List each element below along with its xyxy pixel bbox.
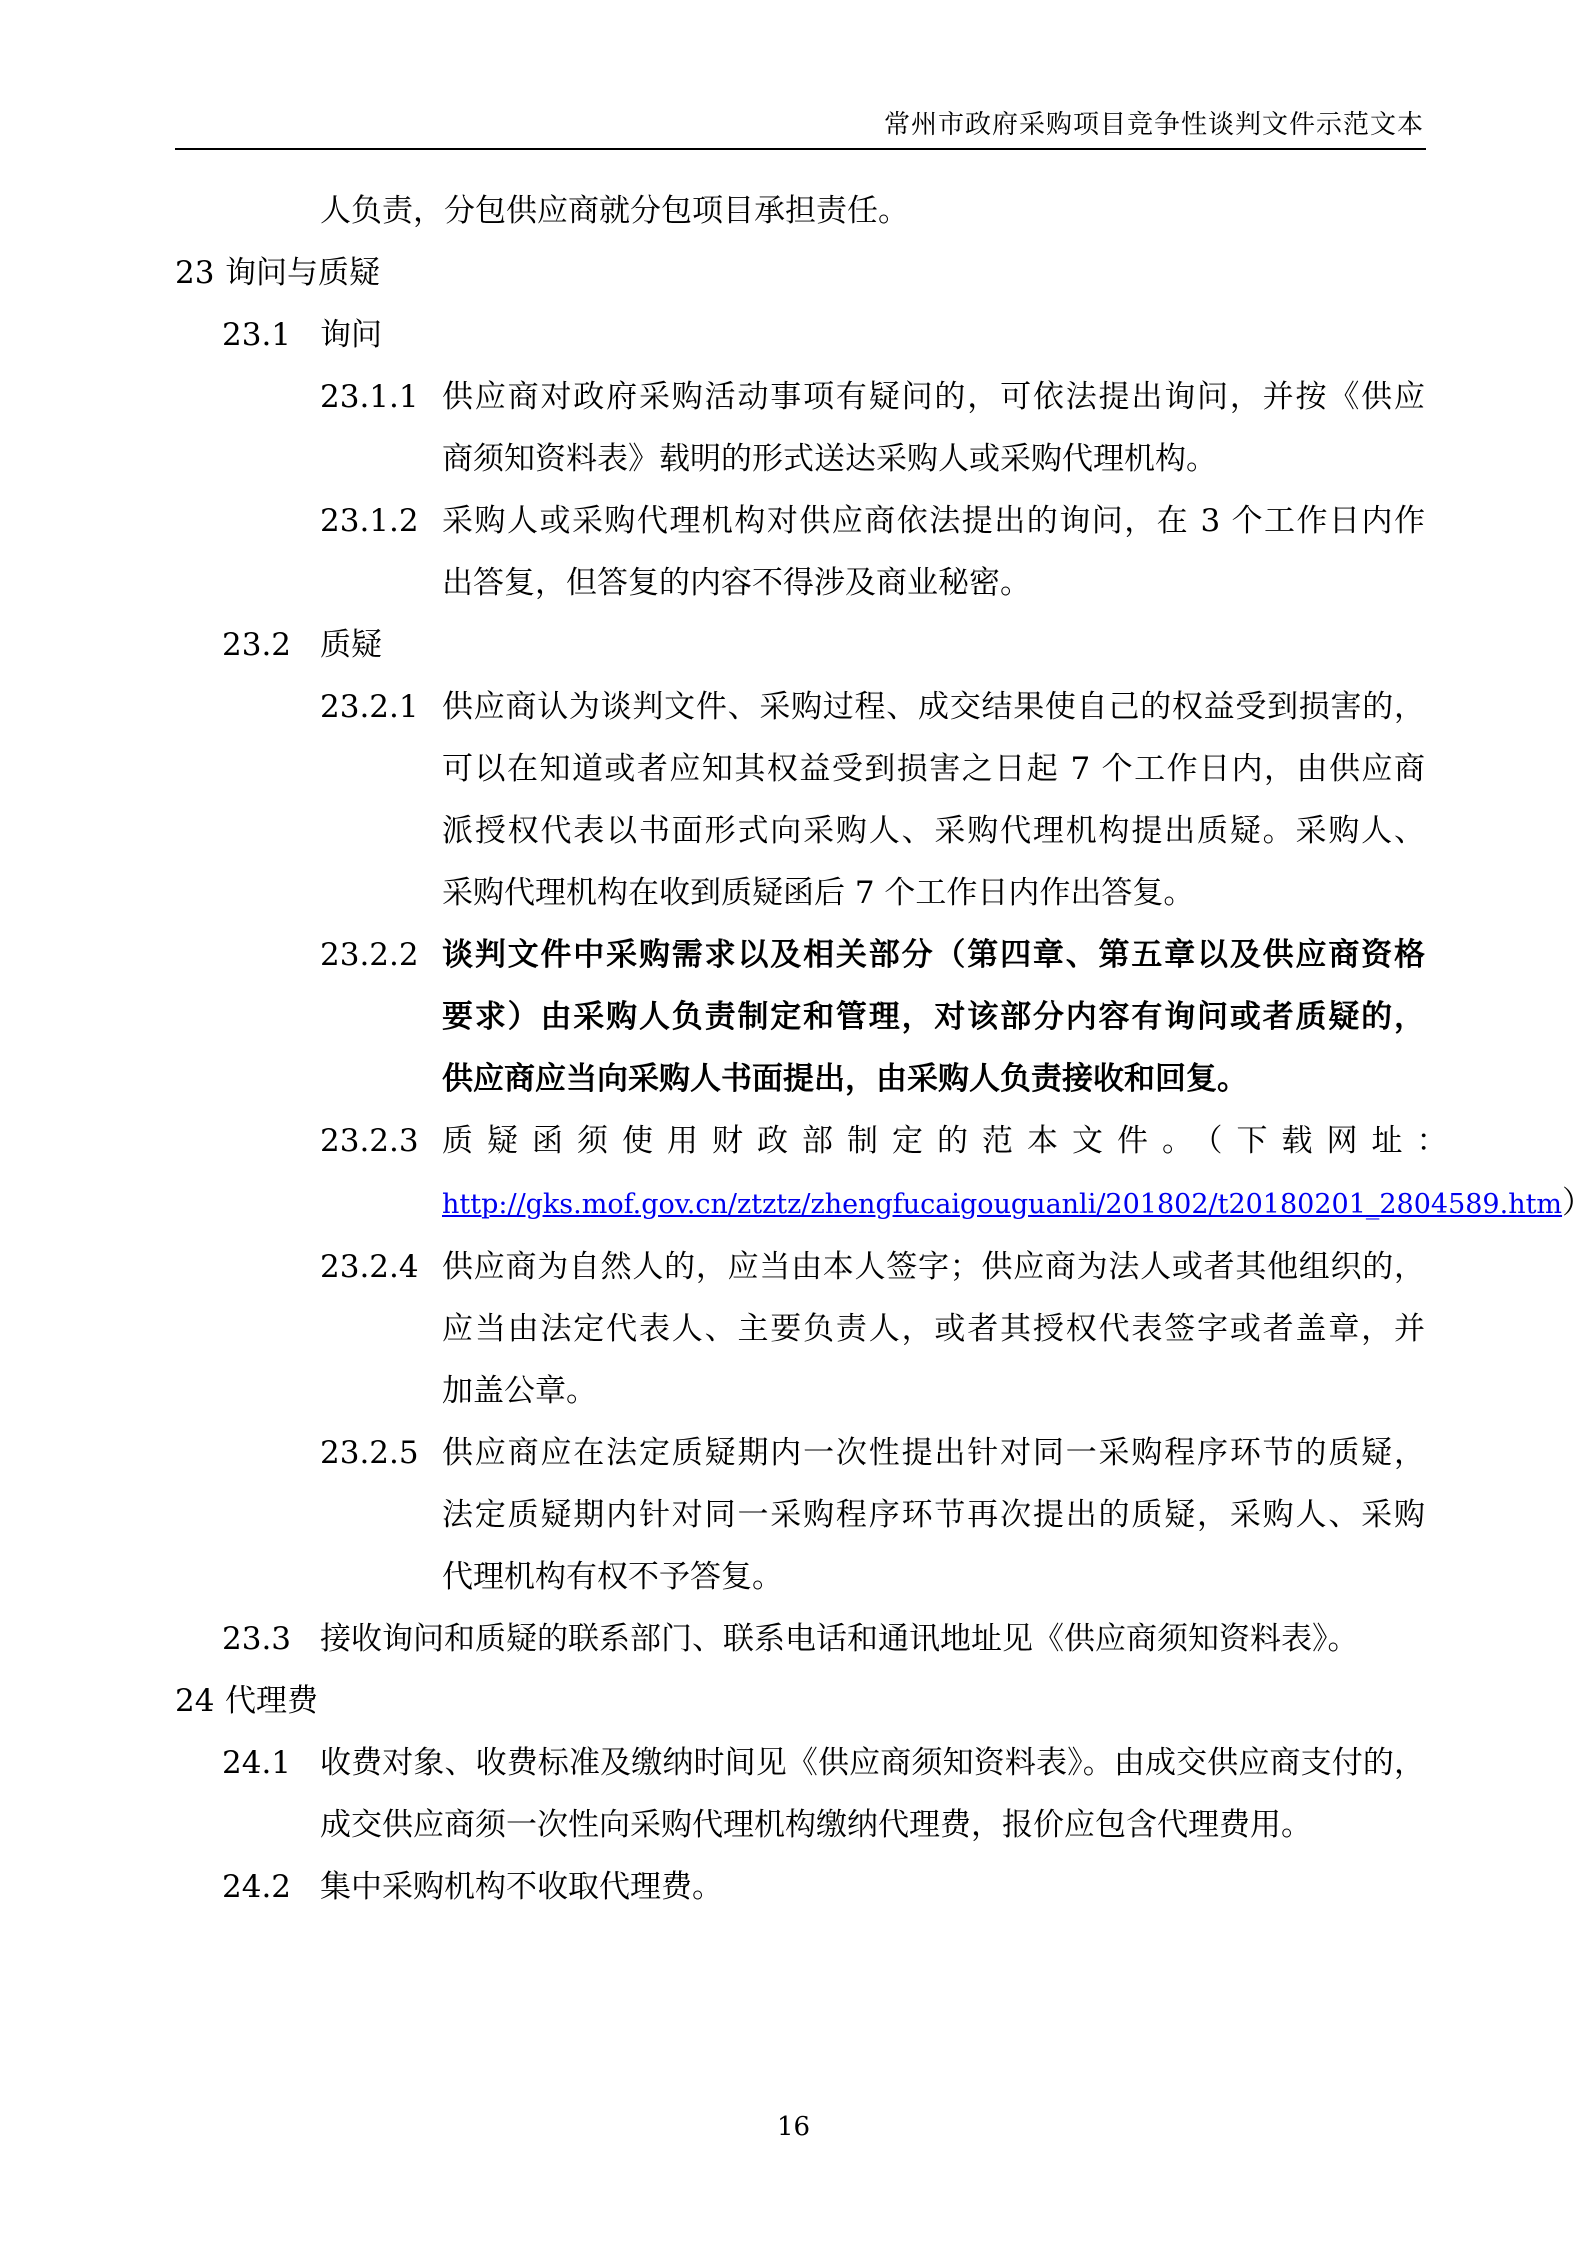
section-title: 代理费 <box>225 1683 318 1719</box>
clause-line: 供应商对政府采购活动事项有疑问的，可依法提出询问，并按《供应 <box>442 379 1425 415</box>
clause-23-2-4 <box>0 1236 1587 1422</box>
clause-23-1-2 <box>0 490 1587 614</box>
section-23-heading <box>0 242 1587 304</box>
subsection-line: 收费对象、收费标准及缴纳时间见《供应商须知资料表》。由成交供应商支付的， <box>320 1745 1425 1781</box>
continuation-paragraph <box>0 180 1587 242</box>
clause-23-2-1 <box>0 676 1587 924</box>
section-number: 24 <box>175 1683 215 1719</box>
subsection-text: 接收询问和质疑的联系部门、联系电话和通讯地址见《供应商须知资料表》。 <box>320 1621 1359 1657</box>
subsection-title: 询问 <box>320 317 382 353</box>
clause-line: 代理机构有权不予答复。 <box>442 1559 783 1595</box>
clause-23-2-3 <box>0 1110 1593 1236</box>
clause-line: 供应商应在法定质疑期内一次性提出针对同一采购程序环节的质疑， <box>442 1435 1425 1471</box>
subsection-23-1 <box>0 304 1587 366</box>
clause-line: 采购代理机构在收到质疑函后 7 个工作日内作出答复。 <box>442 875 1195 911</box>
clause-number: 23.2.1 <box>320 689 419 725</box>
closing-paren: ） <box>1562 1185 1593 1221</box>
clause-line: 质疑函须使用财政部制定的范本文件。（下载网址： <box>442 1123 1462 1159</box>
download-link[interactable]: http://gks.mof.gov.cn/ztztz/zhengfucaigouguanli/201802/t20180201_2804589.htm <box>442 1189 1563 1220</box>
clause-number: 23.2.4 <box>320 1249 419 1285</box>
clause-line <box>442 1172 1593 1236</box>
clause-23-2-2 <box>0 924 1587 1110</box>
continuation-text: 人负责，分包供应商就分包项目承担责任。 <box>320 193 909 229</box>
subsection-number: 24.2 <box>222 1869 292 1905</box>
clause-line: 加盖公章。 <box>442 1373 597 1409</box>
subsection-text: 集中采购机构不收取代理费。 <box>320 1869 723 1905</box>
subsection-23-2 <box>0 614 1587 676</box>
clause-number: 23.1.2 <box>320 503 419 539</box>
clause-line-bold: 谈判文件中采购需求以及相关部分（第四章、第五章以及供应商资格 <box>442 937 1425 973</box>
clause-23-1-1 <box>0 366 1587 490</box>
clause-line: 可以在知道或者应知其权益受到损害之日起 7 个工作日内，由供应商 <box>442 751 1425 787</box>
clause-line-bold: 供应商应当向采购人书面提出，由采购人负责接收和回复。 <box>442 1061 1248 1097</box>
subsection-line: 成交供应商须一次性向采购代理机构缴纳代理费，报价应包含代理费用。 <box>320 1807 1312 1843</box>
clause-line: 派授权代表以书面形式向采购人、采购代理机构提出质疑。采购人、 <box>442 813 1425 849</box>
clause-number: 23.2.2 <box>320 937 419 973</box>
clause-line-bold: 要求）由采购人负责制定和管理，对该部分内容有询问或者质疑的， <box>442 999 1425 1035</box>
clause-number: 23.1.1 <box>320 379 419 415</box>
subsection-number: 23.2 <box>222 627 292 663</box>
subsection-23-3 <box>0 1608 1587 1670</box>
clause-line: 采购人或采购代理机构对供应商依法提出的询问，在 3 个工作日内作 <box>442 503 1425 539</box>
header-rule <box>175 148 1426 150</box>
clause-number: 23.2.5 <box>320 1435 419 1471</box>
subsection-number: 23.1 <box>222 317 292 353</box>
clause-line: 出答复，但答复的内容不得涉及商业秘密。 <box>442 565 1031 601</box>
clause-line: 法定质疑期内针对同一采购程序环节再次提出的质疑，采购人、采购 <box>442 1497 1425 1533</box>
clause-line: 供应商认为谈判文件、采购过程、成交结果使自己的权益受到损害的， <box>442 689 1425 725</box>
subsection-24-1 <box>0 1732 1587 1856</box>
clause-line: 应当由法定代表人、主要负责人，或者其授权代表签字或者盖章，并 <box>442 1311 1425 1347</box>
section-24-heading <box>0 1670 1587 1732</box>
section-title: 询问与质疑 <box>225 255 380 291</box>
running-header: 常州市政府采购项目竞争性谈判文件示范文本 <box>883 110 1424 140</box>
subsection-number: 24.1 <box>222 1745 292 1781</box>
clause-line: 供应商为自然人的，应当由本人签字；供应商为法人或者其他组织的， <box>442 1249 1425 1285</box>
subsection-title: 质疑 <box>320 627 382 663</box>
clause-23-2-5 <box>0 1422 1587 1608</box>
subsection-24-2 <box>0 1856 1587 1918</box>
clause-line: 商须知资料表》载明的形式送达采购人或采购代理机构。 <box>442 441 1217 477</box>
subsection-number: 23.3 <box>222 1621 292 1657</box>
page-content <box>0 180 1593 1918</box>
section-number: 23 <box>175 255 215 291</box>
page-number: 16 <box>776 2112 811 2142</box>
clause-number: 23.2.3 <box>320 1123 419 1159</box>
